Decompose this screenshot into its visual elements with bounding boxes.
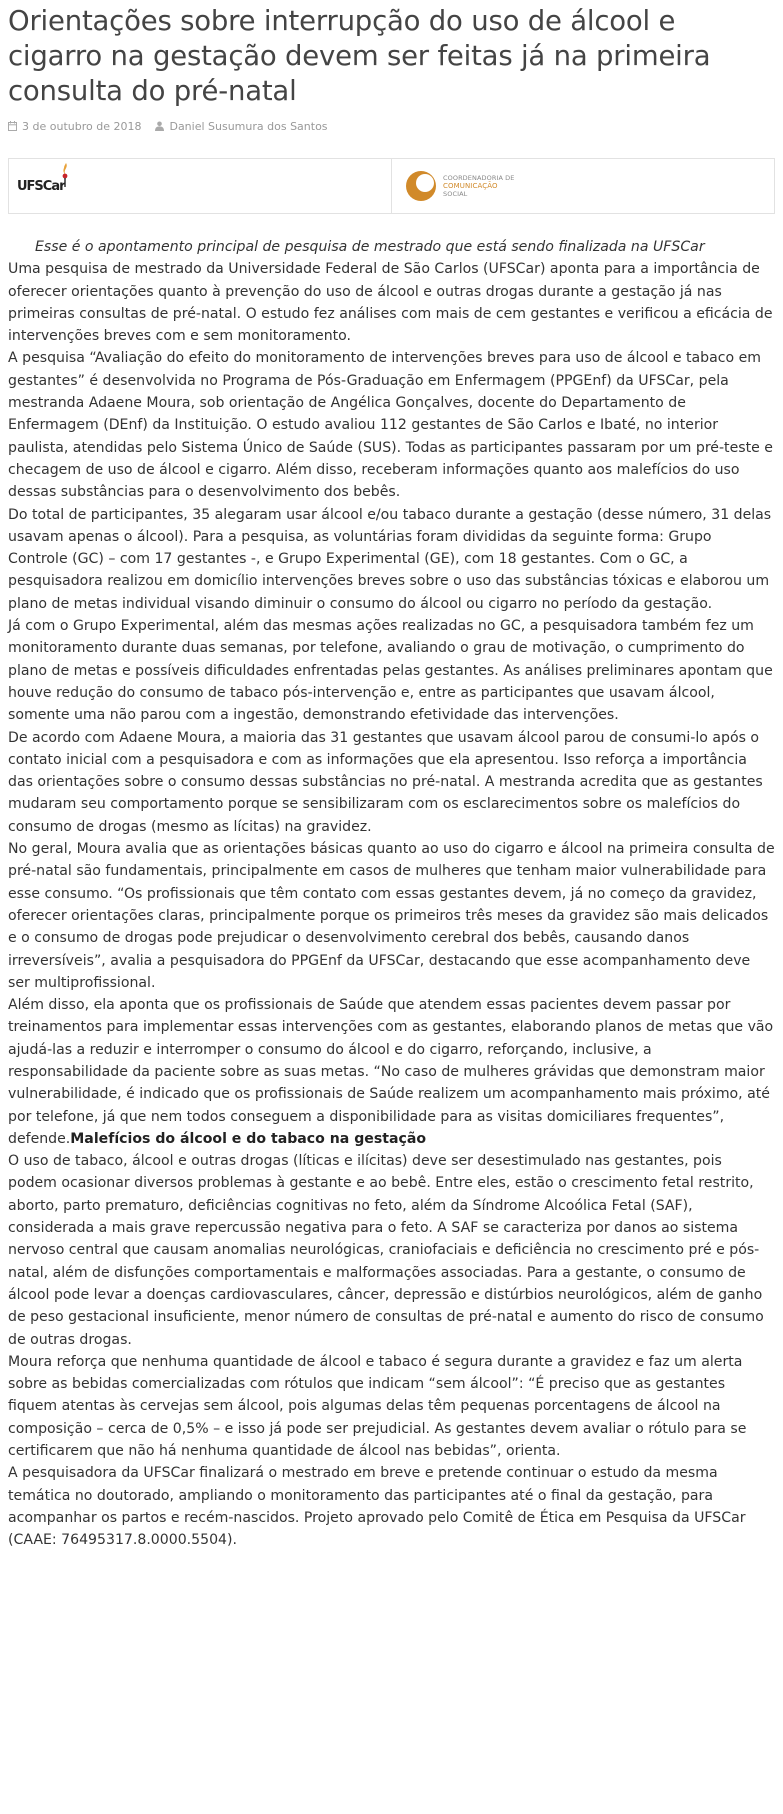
paragraph-5: De acordo com Adaene Moura, a maioria das 31 gestantes que usavam álcool parou de consumi-lo após o contato inicial com a pesquisadora e com as informações que ela apresentou. Isso reforça a importância das orientações sobre o consumo dessas substâncias no pré-natal. A mestranda acredita que as gestantes mudaram seu comportamento porque se sensibilizaram com os esclarecimentos sobre os malefícios do consumo de drogas (mesmo as lícitas) na gravidez. xyxy=(8,729,763,835)
paragraph-2: A pesquisa “Avaliação do efeito do monitoramento de intervenções breves para uso de álcool e tabaco em gestantes” é desenvolvida no Programa de Pós-Graduação em Enfermagem (PPGEnf) da UFSCar, pela mestranda Adaene Moura, sob orientação de Angélica Gonçalves, docente do Departamento de Enfermagem (DEnf) da Instituição. O estudo avaliou 112 gestantes de São Carlos e Ibaté, no interior paulista, atendidas pelo Sistema Único de Saúde (SUS). Todas as participantes passaram por um pré-teste e checagem de uso de álcool e cigarro. Além disso, receberam informações quanto aos malefícios do uso dessas substâncias para o desenvolvimento dos bebês. xyxy=(8,350,773,501)
user-icon xyxy=(155,121,164,131)
ufscar-flame-icon xyxy=(59,162,73,188)
ccs-logo-line1: COORDENADORIA DE xyxy=(443,174,515,182)
paragraph-7 xyxy=(8,994,775,1150)
article-title: Orientações sobre interrupção do uso de álcool e cigarro na gestação devem ser feitas já na primeira consulta do pré-natal xyxy=(8,5,711,107)
ufscar-logo-text: UFSCar xyxy=(17,178,65,194)
paragraph-1: Uma pesquisa de mestrado da Universidade Federal de São Carlos (UFSCar) aponta para a importância de oferecer orientações quanto à prevenção do uso de álcool e outras drogas durante a gestação já nas primeiras consultas de pré-natal. O estudo fez análises com mais de cem gestantes e verificou a eficácia de intervenções breves com e sem monitoramento. xyxy=(8,261,773,345)
paragraph-9: Moura reforça que nenhuma quantidade de álcool e tabaco é segura durante a gravidez e faz um alerta sobre as bebidas comercializadas com rótulos que indicam “sem álcool”: “É preciso que as gestantes fiquem atentas às cervejas sem álcool, pois algumas delas têm pequenas porcentagens de álcool na composição – cerca de 0,5% – e isso já pode ser prejudicial. As gestantes devem avaliar o rótulo para se certificarem que não há nenhuma quantidade de álcool nas bebidas”, orienta. xyxy=(8,1353,747,1460)
paragraph-4: Já com o Grupo Experimental, além das mesmas ações realizadas no GC, a pesquisadora também fez um monitoramento durante duas semanas, por telefone, avaliando o grau de motivação, o cumprimento do plano de metas e possíveis dificuldades enfrentadas pelas gestantes. As análises preliminares apontam que houve redução do consumo de tabaco pós-intervenção e, entre as participantes que usavam álcool, somente uma não parou com a ingestão, demonstrando efetividade das intervenções. xyxy=(8,618,773,724)
logo-banner xyxy=(8,158,775,214)
section-subheading: Malefícios do álcool e do tabaco na gestação xyxy=(70,1130,427,1147)
ccs-logo-cell xyxy=(391,159,774,213)
article-author-text: Daniel Susumura dos Santos xyxy=(169,119,328,133)
ccs-ring-icon xyxy=(403,168,439,204)
paragraph-10: A pesquisadora da UFSCar finalizará o mestrado em breve e pretende continuar o estudo da mesma temática no doutorado, ampliando o monitoramento das participantes até o final da gestação, para acompanhar os partos e recém-nascidos. Projeto aprovado pelo Comitê de Ética em Pesquisa da UFSCar (CAAE: 76495317.8.0000.5504). xyxy=(8,1465,746,1549)
article-date[interactable] xyxy=(8,120,141,133)
paragraph-3: Do total de participantes, 35 alegaram usar álcool e/ou tabaco durante a gestação (desse número, 31 delas usavam apenas o álcool). Para a pesquisa, as voluntárias foram divididas da seguinte forma: Grupo Controle (GC) – com 17 gestantes -, e Grupo Experimental (GE), com 18 gestantes. Com o GC, a pesquisadora realizou em domicílio intervenções breves sobre o uso das substâncias tóxicas e elaborou um plano de metas individual visando diminuir o consumo do álcool ou cigarro no período da gestação. xyxy=(8,506,772,612)
ufscar-logo-cell xyxy=(9,159,391,213)
ccs-logo-line2: COMUNICAÇÃO xyxy=(443,182,498,190)
paragraph-6: No geral, Moura avalia que as orientações básicas quanto ao uso do cigarro e álcool na primeira consulta de pré-natal são fundamentais, principalmente em casos de mulheres que tenham maior vulnerabilidade para esse consumo. “Os profissionais que têm contato com essas gestantes devem, já no começo da gravidez, oferecer orientações claras, principalmente porque os primeiros três meses da gravidez são mais delicados e o consumo de drogas pode prejudicar o desenvolvimento cerebral dos bebês, causando danos irreversíveis”, avalia a pesquisadora do PPGEnf da UFSCar, destacando que esse acompanhamento deve ser multiprofissional. xyxy=(8,841,775,991)
article-lede: Esse é o apontamento principal de pesquisa de mestrado que está sendo finalizada na UFSCar xyxy=(35,239,705,255)
ccs-logo-line3: SOCIAL xyxy=(443,190,468,198)
ufscar-logo xyxy=(17,179,65,194)
ccs-logo xyxy=(403,168,515,204)
article-body xyxy=(8,236,775,1552)
calendar-icon xyxy=(8,121,17,131)
article-author[interactable] xyxy=(155,120,327,133)
article-meta xyxy=(8,118,775,134)
paragraph-7-text: Além disso, ela aponta que os profissionais de Saúde que atendem essas pacientes devem passar por treinamentos para implementar essas intervenções com as gestantes, elaborando planos de metas que vão ajudá-las a reduzir e interromper o consumo do álcool e do cigarro, reforçando, inclusive, a responsabilidade da paciente sobre as suas metas. “No caso de mulheres grávidas que demonstram maior vulnerabilidade, é indicado que os profissionais de Saúde realizem um acompanhamento mais próximo, até por telefone, já que nem todos conseguem a disponibilidade para as visitas domiciliares frequentes”, defende. xyxy=(8,997,774,1147)
article-date-text: 3 de outubro de 2018 xyxy=(22,119,142,133)
ccs-logo-text xyxy=(443,174,515,198)
paragraph-8: O uso de tabaco, álcool e outras drogas (líticas e ilícitas) deve ser desestimulado nas gestantes, pois podem ocasionar diversos problemas à gestante e ao bebê. Entre eles, estão o crescimento fetal restrito, aborto, parto prematuro, deficiências cognitivas no feto, além da Síndrome Alcoólica Fetal (SAF), considerada a mais grave repercussão negativa para o feto. A SAF se caracteriza por danos ao sistema nervoso central que causam anomalias neurológicas, craniofaciais e deficiência no crescimento pré e pós-natal, além de disfunções comportamentais e malformações associadas. Para a gestante, o consumo de álcool pode levar a doenças cardiovasculares, câncer, depressão e distúrbios neurológicos, além de ganho de peso gestacional insuficiente, menor número de consultas de pré-natal e aumento do risco de consumo de outras drogas. xyxy=(8,1153,764,1348)
